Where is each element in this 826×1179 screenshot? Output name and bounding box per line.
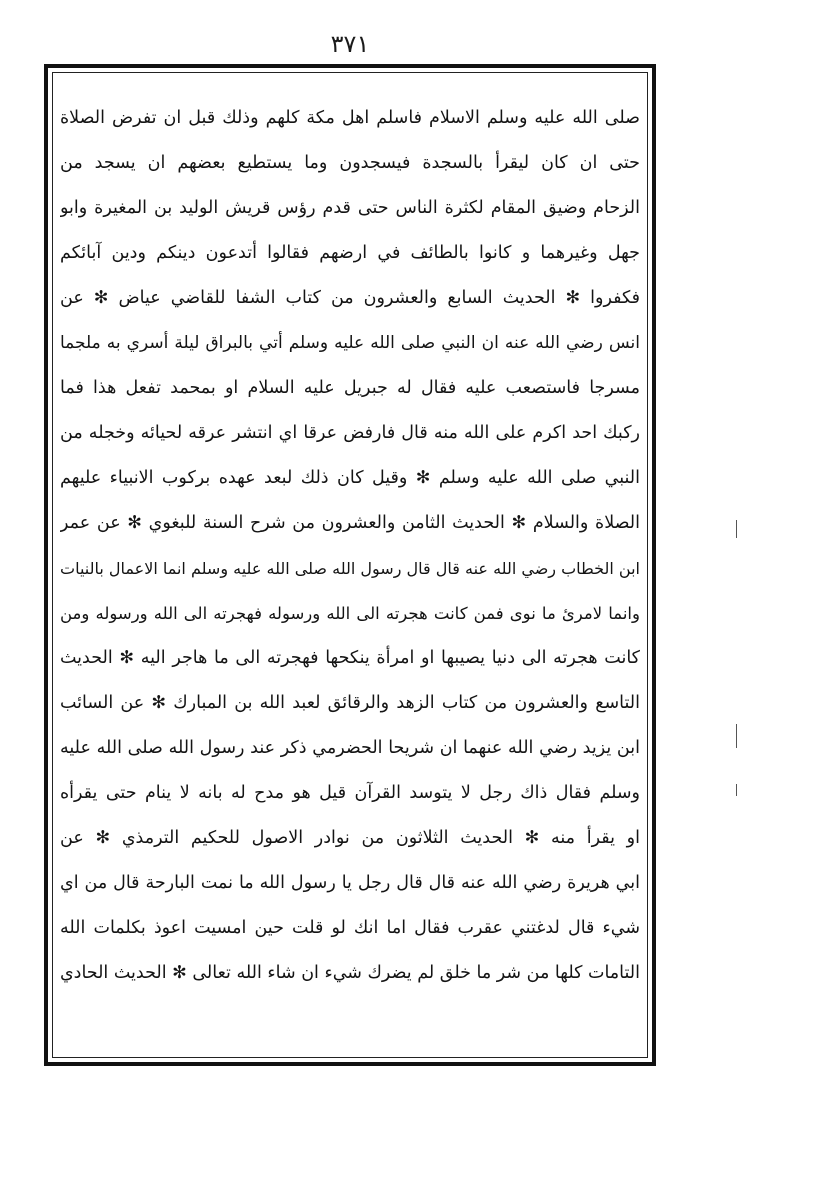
- text-line-11: ابن الخطاب رضي الله عنه قال قال رسول الله صلى الله عليه وسلم انما الاعمال بالنيات: [60, 559, 640, 578]
- text-line-10: الصلاة والسلام ✻ الحديث الثامن والعشرون من شرح السنة للبغوي ✻ عن عمر: [60, 513, 640, 533]
- margin-scan-mark: [736, 784, 737, 796]
- text-line-1: صلى الله عليه وسلم الاسلام فاسلم اهل مكة كلهم وذلك قبل ان تفرض الصلاة: [60, 108, 640, 128]
- text-line-13: كانت هجرته الى دنيا يصيبها او امرأة ينكحها فهجرته الى ما هاجر اليه ✻ الحديث: [60, 648, 640, 668]
- main-text-block: [60, 96, 640, 1040]
- text-line-3: الزحام وضيق المقام لكثرة الناس حتى قدم رؤس قريش الوليد بن المغيرة وابو: [60, 198, 640, 218]
- text-line-8: ركبك احد اكرم على الله منه قال فارفض عرقا اي انتشر عرقه لحيائه وخجله من: [60, 423, 640, 443]
- text-line-20: التامات كلها من شر ما خلق لم يضرك شيء ان شاء الله تعالى ✻ الحديث الحادي: [60, 963, 640, 983]
- text-line-19: شيء قال لدغتني عقرب فقال اما انك لو قلت حين امسيت اعوذ بكلمات الله: [60, 918, 640, 938]
- text-line-9: النبي صلى الله عليه وسلم ✻ وقيل كان ذلك لبعد عهده بركوب الانبياء عليهم: [60, 468, 640, 488]
- text-line-5: فكفروا ✻ الحديث السابع والعشرون من كتاب الشفا للقاضي عياض ✻ عن: [60, 288, 640, 308]
- text-line-7: مسرجا فاستصعب عليه فقال له جبريل عليه السلام او بمحمد تفعل هذا فما: [60, 378, 640, 398]
- text-line-14: التاسع والعشرون من كتاب الزهد والرقائق لعبد الله بن المبارك ✻ عن السائب: [60, 693, 640, 713]
- text-line-16: وسلم فقال ذاك رجل لا يتوسد القرآن قيل هو مدح له بانه لا ينام حتى يقرأه: [60, 783, 640, 803]
- text-line-18: ابي هريرة رضي الله عنه قال قال رجل يا رسول الله ما نمت البارحة قال من اي: [60, 873, 640, 893]
- text-line-2: حتى ان كان ليقرأ بالسجدة فيسجدون وما يستطيع بعضهم ان يسجد من: [60, 153, 640, 173]
- page-number: ٣٧١: [330, 30, 370, 58]
- text-line-17: او يقرأ منه ✻ الحديث الثلاثون من نوادر الاصول للحكيم الترمذي ✻ عن: [60, 828, 640, 848]
- margin-scan-mark: [736, 520, 737, 538]
- margin-scan-mark: [736, 724, 737, 748]
- text-line-12: وانما لامرئ ما نوى فمن كانت هجرته الى الله ورسوله فهجرته الى الله ورسوله ومن: [60, 604, 640, 623]
- text-line-6: انس رضي الله عنه ان النبي صلى الله عليه وسلم أتي بالبراق ليلة أسري به ملجما: [60, 333, 640, 353]
- text-line-4: جهل وغيرهما و كانوا بالطائف في ارضهم فقالوا أتدعون دينكم ودين آبائكم: [60, 243, 640, 263]
- text-line-15: ابن يزيد رضي الله عنهما ان شريحا الحضرمي ذكر عند رسول الله صلى الله عليه: [60, 738, 640, 758]
